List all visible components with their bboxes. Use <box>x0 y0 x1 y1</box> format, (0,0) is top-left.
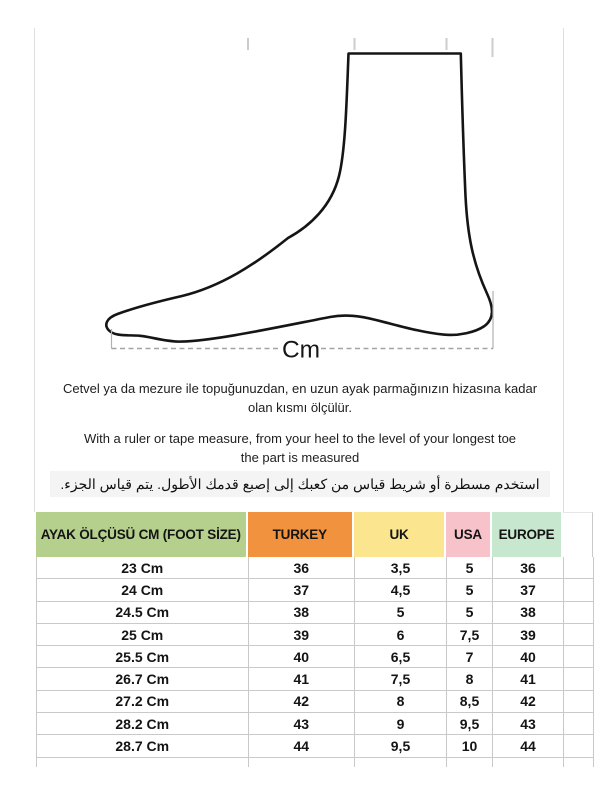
table-cell: 24 Cm <box>37 579 249 601</box>
empty-cell <box>37 758 249 767</box>
instruction-english <box>0 430 600 467</box>
table-cell: 43 <box>493 713 564 735</box>
size-table-empty-row <box>36 758 593 767</box>
instruction-turkish <box>0 380 600 417</box>
cm-label: Cm <box>281 336 321 364</box>
table-cell: 5 <box>447 602 493 624</box>
table-row <box>36 557 593 579</box>
table-cell: 42 <box>249 691 356 713</box>
table-cell: 43 <box>249 713 356 735</box>
table-cell: 7 <box>447 646 493 668</box>
table-cell: 44 <box>249 735 356 757</box>
table-cell: 4,5 <box>355 579 447 601</box>
table-cell: 24.5 Cm <box>37 602 249 624</box>
column-header-empty <box>563 512 593 557</box>
column-header-turkey: TURKEY <box>248 512 355 557</box>
column-header-europe: EUROPE <box>492 512 563 557</box>
table-cell <box>564 713 594 735</box>
foot-outline <box>106 54 492 342</box>
empty-cell <box>493 758 564 767</box>
table-cell: 6,5 <box>355 646 447 668</box>
table-cell: 25.5 Cm <box>37 646 249 668</box>
table-row <box>36 602 593 624</box>
table-row <box>36 624 593 646</box>
table-cell: 42 <box>493 691 564 713</box>
table-cell: 36 <box>249 557 356 579</box>
empty-cell <box>249 758 356 767</box>
table-row <box>36 691 593 713</box>
empty-cell <box>447 758 493 767</box>
table-cell: 26.7 Cm <box>37 668 249 690</box>
table-cell: 7,5 <box>447 624 493 646</box>
table-cell <box>564 646 594 668</box>
table-cell <box>564 735 594 757</box>
table-cell: 5 <box>355 602 447 624</box>
column-header-ayak-l-s-cm-foot-si-ze-: AYAK ÖLÇÜSÜ CM (FOOT SİZE) <box>36 512 248 557</box>
table-cell: 23 Cm <box>37 557 249 579</box>
instruction-arabic: استخدم مسطرة أو شريط قياس من كعبك إلى إصبع قدمك الأطول. يتم قياس الجزء. <box>50 471 549 497</box>
table-cell: 10 <box>447 735 493 757</box>
instruction-english-line1: With a ruler or tape measure, from your heel to the level of your longest toe <box>83 431 517 446</box>
table-cell: 8 <box>355 691 447 713</box>
table-cell: 39 <box>493 624 564 646</box>
instruction-turkish-line1: Cetvel ya da mezure ile topuğunuzdan, en uzun ayak parmağınızın hizasına kadar <box>62 381 538 396</box>
table-row <box>36 646 593 668</box>
instruction-arabic-wrap <box>0 471 600 497</box>
empty-cell <box>564 758 594 767</box>
table-cell: 5 <box>447 557 493 579</box>
table-cell: 39 <box>249 624 356 646</box>
table-cell: 28.7 Cm <box>37 735 249 757</box>
table-cell: 44 <box>493 735 564 757</box>
table-row <box>36 713 593 735</box>
table-cell <box>564 557 594 579</box>
table-cell: 25 Cm <box>37 624 249 646</box>
instruction-turkish-line2: olan kısmı ölçülür. <box>247 399 353 415</box>
column-header-usa: USA <box>446 512 492 557</box>
table-cell: 6 <box>355 624 447 646</box>
table-cell <box>564 691 594 713</box>
table-cell: 8 <box>447 668 493 690</box>
table-cell: 41 <box>493 668 564 690</box>
table-row <box>36 668 593 690</box>
table-cell: 9 <box>355 713 447 735</box>
table-cell: 41 <box>249 668 356 690</box>
instruction-english-line2: the part is measured <box>240 449 360 465</box>
table-cell: 27.2 Cm <box>37 691 249 713</box>
table-cell <box>564 624 594 646</box>
table-cell: 40 <box>249 646 356 668</box>
size-table <box>36 512 593 767</box>
table-cell <box>564 668 594 690</box>
table-cell: 9,5 <box>447 713 493 735</box>
column-header-uk: UK <box>354 512 446 557</box>
foot-measurement-illustration <box>0 0 600 372</box>
table-cell: 5 <box>447 579 493 601</box>
table-cell: 36 <box>493 557 564 579</box>
table-cell: 3,5 <box>355 557 447 579</box>
table-cell: 40 <box>493 646 564 668</box>
table-cell: 28.2 Cm <box>37 713 249 735</box>
table-cell: 38 <box>493 602 564 624</box>
size-table-head-row <box>36 512 593 557</box>
table-cell: 8,5 <box>447 691 493 713</box>
empty-cell <box>355 758 447 767</box>
table-row <box>36 579 593 601</box>
table-cell <box>564 602 594 624</box>
table-cell: 38 <box>249 602 356 624</box>
table-row <box>36 735 593 757</box>
size-table-body <box>36 557 593 758</box>
table-cell: 7,5 <box>355 668 447 690</box>
table-cell <box>564 579 594 601</box>
table-cell: 37 <box>493 579 564 601</box>
table-cell: 37 <box>249 579 356 601</box>
table-cell: 9,5 <box>355 735 447 757</box>
